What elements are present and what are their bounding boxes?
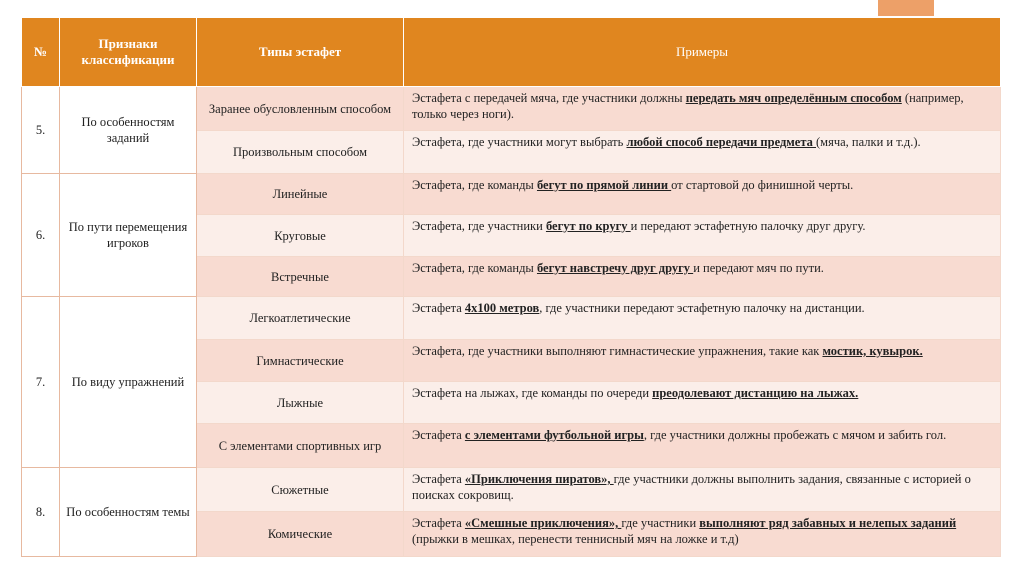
header-classification: Признаки классификации [60, 18, 197, 87]
example-cell: Эстафета, где участники выполняют гимнастические упражнения, такие как мостик, кувырок. [404, 340, 1001, 382]
example-cell: Эстафета «Приключения пиратов», где участники должны выполнить задания, связанные с историей о поисках сокровищ. [404, 468, 1001, 512]
table-row [22, 297, 1001, 340]
type-cell: Комические [197, 512, 404, 557]
table-row [22, 174, 1001, 215]
row-number: 6. [22, 174, 60, 297]
type-cell: Встречные [197, 257, 404, 297]
row-number: 5. [22, 87, 60, 174]
table-header-row [22, 18, 1001, 87]
type-cell: Лыжные [197, 382, 404, 424]
example-cell: Эстафета 4х100 метров, где участники передают эстафетную палочку на дистанции. [404, 297, 1001, 340]
example-cell: Эстафета, где команды бегут по прямой линии от стартовой до финишной черты. [404, 174, 1001, 215]
type-cell: Гимнастические [197, 340, 404, 382]
table-row [22, 87, 1001, 131]
example-cell: Эстафета «Смешные приключения», где участники выполняют ряд забавных и нелепых заданий (прыжки в мешках, перенести теннисный мяч на ложке и т.д) [404, 512, 1001, 557]
type-cell: Круговые [197, 215, 404, 257]
classification-cell: По виду упражнений [60, 297, 197, 468]
example-cell: Эстафета, где участники бегут по кругу и передают эстафетную палочку друг другу. [404, 215, 1001, 257]
type-cell: Линейные [197, 174, 404, 215]
header-types: Типы эстафет [197, 18, 404, 87]
example-cell: Эстафета на лыжах, где команды по очереди преодолевают дистанцию на лыжах. [404, 382, 1001, 424]
type-cell: С элементами спортивных игр [197, 424, 404, 468]
example-cell: Эстафета с передачей мяча, где участники должны передать мяч определённым способом (например, только через ноги). [404, 87, 1001, 131]
example-cell: Эстафета, где команды бегут навстречу друг другу и передают мяч по пути. [404, 257, 1001, 297]
classification-cell: По пути перемещения игроков [60, 174, 197, 297]
relay-classification-table [21, 17, 1001, 557]
classification-cell: По особенностям темы [60, 468, 197, 557]
example-cell: Эстафета с элементами футбольной игры, где участники должны пробежать с мячом и забить гол. [404, 424, 1001, 468]
classification-cell: По особенностям заданий [60, 87, 197, 174]
header-num: № [22, 18, 60, 87]
table-row [22, 468, 1001, 512]
row-number: 7. [22, 297, 60, 468]
type-cell: Заранее обусловленным способом [197, 87, 404, 131]
type-cell: Легкоатлетические [197, 297, 404, 340]
type-cell: Сюжетные [197, 468, 404, 512]
header-examples: Примеры [404, 18, 1001, 87]
example-cell: Эстафета, где участники могут выбрать любой способ передачи предмета (мяча, палки и т.д.). [404, 131, 1001, 174]
corner-accent-tab [878, 0, 934, 16]
row-number: 8. [22, 468, 60, 557]
type-cell: Произвольным способом [197, 131, 404, 174]
